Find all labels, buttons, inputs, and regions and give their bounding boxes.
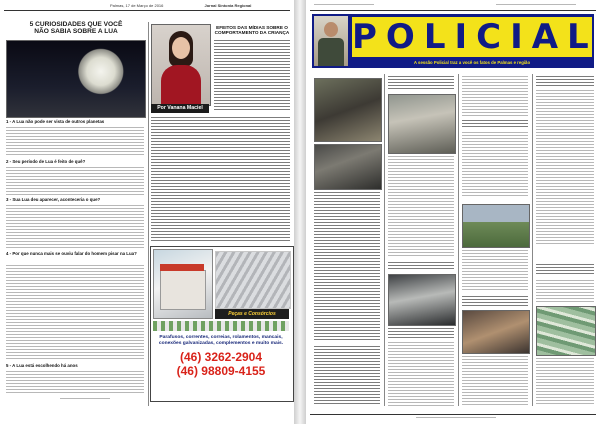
right-page-header-left: [314, 4, 374, 7]
story-body-col3b: [462, 250, 528, 292]
moon-item-5: 5 - A Lua está escolhendo há anos: [6, 363, 78, 368]
moon-item-5-body: [6, 371, 144, 393]
moon-article-title: [6, 22, 146, 36]
moon-title-line-2: NÃO SABIA SOBRE A LUA: [34, 27, 118, 35]
moon-item-1: 1 - A Lua não pode ser vista de outros planetas: [6, 119, 105, 124]
moon-title-line-1: 5 CURIOSIDADES QUE VOCÊ: [29, 21, 123, 28]
police-officer-photo: [314, 16, 348, 66]
story-headline-col2b: [388, 262, 454, 270]
ad-services-line-2: conexões galvanizadas, complementos e muito mais.: [158, 341, 284, 347]
ad-parts-graphic: [215, 251, 291, 309]
story-body-col1: [314, 192, 380, 342]
officer-head: [324, 22, 338, 37]
ad-services-line-1: Parafusos, correntes, correias, rolamentos, mancais,: [159, 335, 283, 340]
left-page-brand: Jornal Sintonia Regional: [204, 3, 252, 8]
left-newspaper-page: [0, 0, 294, 424]
right-footer-rule: [310, 414, 596, 415]
moon-item-3: 3 - Sua Lua deu aparecer, aconteceria o que?: [6, 197, 101, 202]
left-page-folio: Palmas, 17 de Março de 2016: [110, 3, 164, 8]
columnist-photo: [151, 24, 211, 106]
story-headline-col2c: [388, 328, 454, 338]
column-title: [214, 26, 290, 36]
ad-phones: [153, 351, 289, 379]
story-body-col2: [388, 156, 454, 258]
advertisement: [150, 246, 294, 402]
policial-subtitle: A sessão Policial traz a você os fatos de Palmas e região: [413, 60, 531, 65]
ad-product-strip: [153, 321, 289, 331]
ad-brand: Peças e Consórcios: [215, 309, 289, 319]
story-body-col4: [536, 90, 594, 244]
column-divider-1: [384, 74, 385, 406]
columnist-byline: Por Vanana Maciel: [151, 104, 209, 113]
ad-services: [153, 335, 289, 347]
story-photo-col3: [462, 310, 530, 354]
story-headline-col2: [388, 76, 454, 90]
story-body-col4b: [536, 280, 594, 302]
columnist-shirt: [161, 65, 201, 105]
ad-store-sign: [160, 264, 204, 271]
column-body: [151, 117, 290, 243]
right-header-rule: [310, 10, 596, 11]
story-body-col2c: [388, 342, 454, 406]
moon-item-4: 4 - Por que nunca mais se ouviu falar do homem pisar na Lua?: [6, 251, 137, 256]
columnist-face: [172, 37, 190, 59]
right-newspaper-page: [306, 0, 600, 424]
story-photo-col2: [388, 94, 456, 154]
moon-photo: [6, 40, 146, 118]
story-body-col3c: [462, 356, 528, 406]
story-photo-car-crash: [388, 274, 456, 326]
story-body-col4c: [536, 358, 594, 406]
column-divider: [148, 22, 149, 406]
story-headline-col3b: [462, 296, 528, 306]
column-divider-3: [532, 74, 533, 406]
story-headline-col4b: [536, 264, 594, 276]
story-headline-col4: [536, 76, 594, 86]
moon-item-4-body: [6, 265, 144, 361]
moon-item-2-body: [6, 167, 144, 195]
moon-item-2: 2 - Seu período de Lua é feito de quê?: [6, 159, 86, 164]
policial-banner: [312, 14, 598, 68]
story-photo-suspects: [314, 78, 382, 142]
left-page-header: [110, 3, 251, 8]
book-gutter: [294, 0, 306, 424]
ad-phone-2: (46) 98809-4155: [176, 363, 266, 378]
policial-title-box: [352, 17, 598, 57]
story-headline-col3: [462, 120, 528, 128]
story-body-col1-cont: [314, 346, 380, 406]
officer-uniform: [318, 38, 344, 66]
header-rule: [4, 10, 290, 11]
moon-item-3-body: [6, 205, 144, 249]
right-page-footer: [416, 417, 496, 420]
policial-title: POLICIAL: [352, 17, 598, 57]
column-title-line-1: EFEITOS DAS MÍDIAS SOBRE O: [216, 25, 288, 30]
ad-store-photo: [153, 249, 213, 319]
ad-store-building: [160, 270, 206, 310]
story-photo-highway: [462, 204, 530, 248]
story-body-col3: [462, 132, 528, 198]
column-divider-2: [458, 74, 459, 406]
moon-item-1-body: [6, 127, 144, 157]
moon-photo-credit: [60, 398, 110, 400]
story-photo-seizure: [314, 144, 382, 190]
story-body-col3-top: [462, 76, 528, 116]
column-intro: [214, 40, 290, 112]
right-page-header-right: [496, 4, 576, 7]
story-photo-money: [536, 306, 596, 356]
ad-phone-1: (46) 3262-2904: [179, 350, 263, 364]
column-title-line-2: COMPORTAMENTO DA CRIANÇA: [214, 29, 290, 35]
